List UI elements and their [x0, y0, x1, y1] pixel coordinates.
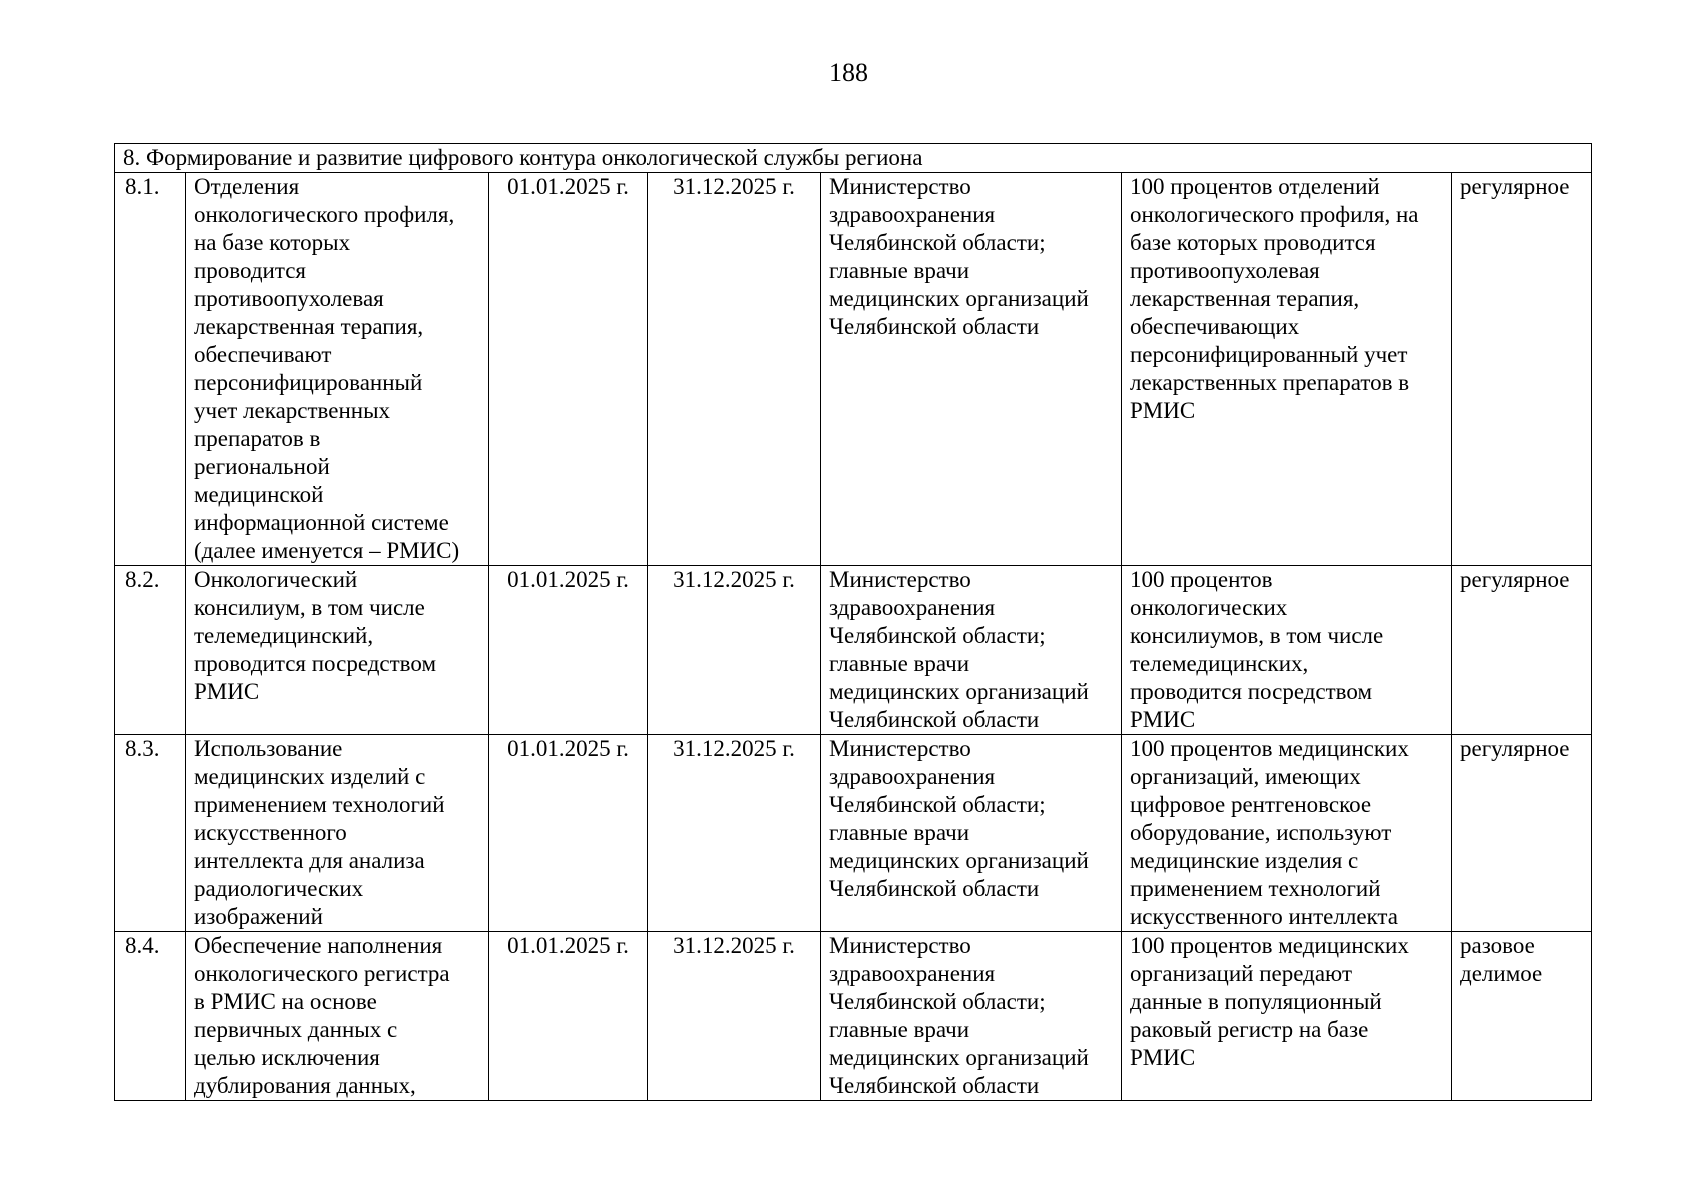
responsible-cell-line: медицинских организаций	[829, 848, 1089, 873]
row-number: 8.2.	[115, 566, 186, 735]
responsible-cell-line: Челябинской области;	[829, 623, 1046, 648]
responsible-cell-line: здравоохранения	[829, 961, 996, 986]
row-number: 8.4.	[115, 932, 186, 1101]
end-date-cell: 31.12.2025 г.	[648, 932, 821, 1101]
type-cell	[1452, 173, 1592, 566]
result-cell	[1122, 566, 1452, 735]
responsible-cell	[821, 173, 1122, 566]
result-cell-line: онкологических	[1130, 595, 1288, 620]
result-cell-line: раковый регистр на базе	[1130, 1017, 1369, 1042]
event-cell-line: консилиум, в том числе	[194, 595, 425, 620]
event-cell-line: изображений	[194, 904, 323, 929]
table-row	[115, 735, 1592, 932]
result-cell	[1122, 173, 1452, 566]
result-cell-line: искусственного интеллекта	[1130, 904, 1398, 929]
event-cell-line: дублирования данных,	[194, 1073, 416, 1098]
end-date-cell: 31.12.2025 г.	[648, 735, 821, 932]
responsible-cell-line: медицинских организаций	[829, 1045, 1089, 1070]
result-cell-line: обеспечивающих	[1130, 314, 1300, 339]
responsible-cell	[821, 735, 1122, 932]
event-cell-line: проводится посредством	[194, 651, 437, 676]
responsible-cell	[821, 566, 1122, 735]
event-cell-line: онкологического регистра	[194, 961, 450, 986]
result-cell-line: РМИС	[1130, 398, 1196, 423]
result-cell-line: 100 процентов медицинских	[1130, 736, 1409, 761]
event-cell-line: проводится	[194, 258, 306, 283]
result-cell-line: лекарственных препаратов в	[1130, 370, 1410, 395]
event-cell-line: применением технологий	[194, 792, 445, 817]
result-cell-line: РМИС	[1130, 707, 1196, 732]
start-date-cell: 01.01.2025 г.	[489, 566, 648, 735]
result-cell-line: базе которых проводится	[1130, 230, 1376, 255]
start-date-cell: 01.01.2025 г.	[489, 173, 648, 566]
row-number: 8.3.	[115, 735, 186, 932]
page-number: 188	[829, 58, 868, 87]
table-row	[115, 173, 1592, 566]
result-cell-line: оборудование, используют	[1130, 820, 1392, 845]
result-cell-line: данные в популяционный	[1130, 989, 1382, 1014]
result-cell-line: применением технологий	[1130, 876, 1381, 901]
responsible-cell-line: Министерство	[829, 933, 971, 958]
type-cell-line: регулярное	[1460, 567, 1570, 592]
result-cell-line: консилиумов, в том числе	[1130, 623, 1384, 648]
responsible-cell-line: главные врачи	[829, 258, 970, 283]
event-cell-line: в РМИС на основе	[194, 989, 377, 1014]
result-cell-line: цифровое рентгеновское	[1130, 792, 1372, 817]
event-cell	[186, 932, 489, 1101]
event-cell-line: первичных данных с	[194, 1017, 398, 1042]
type-cell	[1452, 566, 1592, 735]
responsible-cell	[821, 932, 1122, 1101]
event-cell-line: Онкологический	[194, 567, 358, 592]
responsible-cell-line: Министерство	[829, 567, 971, 592]
result-cell-line: РМИС	[1130, 1045, 1196, 1070]
event-cell-line: препаратов в	[194, 426, 321, 451]
event-cell-line: региональной	[194, 454, 330, 479]
event-cell-line: учет лекарственных	[194, 398, 391, 423]
result-cell-line: 100 процентов медицинских	[1130, 933, 1409, 958]
responsible-cell-line: Челябинской области	[829, 876, 1040, 901]
responsible-cell-line: Министерство	[829, 736, 971, 761]
type-cell-line: регулярное	[1460, 174, 1570, 199]
event-cell-line: радиологических	[194, 876, 364, 901]
result-cell	[1122, 735, 1452, 932]
event-cell-line: медицинских изделий с	[194, 764, 426, 789]
responsible-cell-line: главные врачи	[829, 651, 970, 676]
responsible-cell-line: медицинских организаций	[829, 286, 1089, 311]
event-cell-line: информационной системе	[194, 510, 449, 535]
result-cell-line: 100 процентов	[1130, 567, 1273, 592]
type-cell-line: регулярное	[1460, 736, 1570, 761]
result-cell-line: организаций передают	[1130, 961, 1352, 986]
result-cell-line: персонифицированный учет	[1130, 342, 1408, 367]
responsible-cell-line: медицинских организаций	[829, 679, 1089, 704]
event-cell-line: противоопухолевая	[194, 286, 384, 311]
type-cell	[1452, 932, 1592, 1101]
responsible-cell-line: главные врачи	[829, 820, 970, 845]
event-cell	[186, 735, 489, 932]
responsible-cell-line: Челябинской области	[829, 707, 1040, 732]
type-cell-line: делимое	[1460, 961, 1543, 986]
start-date-cell: 01.01.2025 г.	[489, 932, 648, 1101]
event-cell-line: телемедицинский,	[194, 623, 374, 648]
table-row	[115, 566, 1592, 735]
event-cell-line: Отделения	[194, 174, 300, 199]
result-cell-line: лекарственная терапия,	[1130, 286, 1360, 311]
responsible-cell-line: Челябинской области;	[829, 230, 1046, 255]
type-cell	[1452, 735, 1592, 932]
responsible-cell-line: здравоохранения	[829, 764, 996, 789]
responsible-cell-line: Челябинской области;	[829, 792, 1046, 817]
event-cell-line: целью исключения	[194, 1045, 380, 1070]
end-date-cell: 31.12.2025 г.	[648, 566, 821, 735]
type-cell-line: разовое	[1460, 933, 1535, 958]
responsible-cell-line: Министерство	[829, 174, 971, 199]
result-cell-line: 100 процентов отделений	[1130, 174, 1380, 199]
responsible-cell-line: здравоохранения	[829, 595, 996, 620]
result-cell-line: проводится посредством	[1130, 679, 1373, 704]
responsible-cell-line: главные врачи	[829, 1017, 970, 1042]
event-cell	[186, 173, 489, 566]
result-cell-line: телемедицинских,	[1130, 651, 1309, 676]
event-cell-line: обеспечивают	[194, 342, 332, 367]
end-date-cell: 31.12.2025 г.	[648, 173, 821, 566]
responsible-cell-line: Челябинской области;	[829, 989, 1046, 1014]
event-cell-line: интеллекта для анализа	[194, 848, 425, 873]
result-cell-line: организаций, имеющих	[1130, 764, 1361, 789]
result-cell-line: противоопухолевая	[1130, 258, 1320, 283]
event-cell-line: РМИС	[194, 679, 260, 704]
event-cell-line: онкологического профиля,	[194, 202, 455, 227]
event-cell-line: лекарственная терапия,	[194, 314, 424, 339]
event-cell-line: (далее именуется – РМИС)	[194, 538, 460, 563]
result-cell-line: онкологического профиля, на	[1130, 202, 1419, 227]
event-cell-line: медицинской	[194, 482, 324, 507]
result-cell	[1122, 932, 1452, 1101]
start-date-cell: 01.01.2025 г.	[489, 735, 648, 932]
table-row	[115, 932, 1592, 1101]
event-cell	[186, 566, 489, 735]
responsible-cell-line: Челябинской области	[829, 1073, 1040, 1098]
result-cell-line: медицинские изделия с	[1130, 848, 1359, 873]
event-cell-line: Использование	[194, 736, 343, 761]
row-number: 8.1.	[115, 173, 186, 566]
section-header-row	[115, 144, 1592, 173]
event-cell-line: Обеспечение наполнения	[194, 933, 443, 958]
section-title: 8. Формирование и развитие цифрового контура онкологической службы региона	[115, 144, 1592, 173]
event-cell-line: персонифицированный	[194, 370, 423, 395]
responsible-cell-line: Челябинской области	[829, 314, 1040, 339]
event-cell-line: на базе которых	[194, 230, 351, 255]
responsible-cell-line: здравоохранения	[829, 202, 996, 227]
plan-table	[114, 143, 1592, 1101]
event-cell-line: искусственного	[194, 820, 347, 845]
